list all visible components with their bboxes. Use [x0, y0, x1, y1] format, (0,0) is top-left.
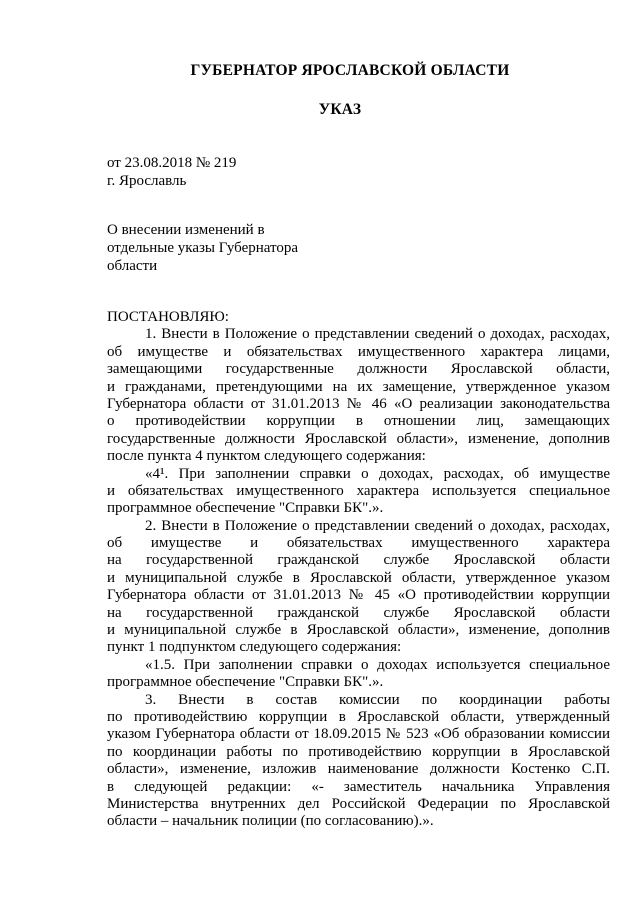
- subject-block: [107, 221, 298, 275]
- body-line: пункт 1 подпунктом следующего содержания:: [107, 639, 402, 656]
- subject-line: отдельные указы Губернатора: [107, 240, 299, 256]
- body-line: Министерства внутренних дел Российской Федерации по Ярославской: [107, 795, 610, 812]
- subject-line: О внесении изменений в: [107, 222, 265, 238]
- body-line: и муниципальной службе в Ярославской области», изменение, дополнив: [107, 622, 610, 639]
- body-line: и муниципальной службе в Ярославской области, утвержденное указом: [107, 569, 610, 586]
- subject-line: области: [107, 258, 158, 274]
- body-line: об имуществе и обязательствах имущественного характера: [107, 535, 610, 552]
- body-line: после пункта 4 пунктом следующего содержания:: [107, 448, 426, 465]
- body-line: «1.5. При заполнении справки о доходах используется специальное: [145, 656, 610, 673]
- body-line: и обязательствах имущественного характера используется специальное: [107, 482, 610, 499]
- body-line: на государственной гражданской службе Ярославской области: [107, 604, 610, 621]
- authority-title: ГУБЕРНАТОР ЯРОСЛАВСКОЙ ОБЛАСТИ: [190, 62, 510, 79]
- body-line: «4¹. При заполнении справки о доходах, расходах, об имуществе: [145, 465, 610, 482]
- body-line: Губернатора области от 31.01.2013 № 45 «О противодействии коррупции: [107, 587, 610, 604]
- body-line: программное обеспечение "Справки БК".».: [107, 500, 384, 517]
- body-line: 1. Внести в Положение о представлении сведений о доходах, расходах,: [145, 326, 610, 343]
- body-line: по противодействию коррупции в Ярославской области, утвержденный: [107, 708, 610, 725]
- decree-body: [107, 309, 610, 831]
- document-type: УКАЗ: [318, 101, 362, 118]
- body-line: на государственной гражданской службе Ярославской области: [107, 552, 610, 569]
- city: г. Ярославль: [107, 173, 187, 189]
- body-line: 3. Внести в состав комиссии по координации работы: [145, 691, 610, 708]
- decree-word: ПОСТАНОВЛЯЮ:: [107, 309, 229, 325]
- body-line: указом Губернатора области от 18.09.2015 № 523 «Об образовании комиссии: [107, 726, 610, 743]
- body-line: и гражданами, претендующими на их замещение, утвержденное указом: [107, 378, 610, 395]
- body-line: государственные должности Ярославской области», изменение, дополнив: [107, 430, 610, 447]
- body-line: Губернатора области от 31.01.2013 № 46 «О реализации законодательства: [107, 395, 610, 412]
- body-line: программное обеспечение "Справки БК".».: [107, 674, 384, 691]
- body-line: 2. Внести в Положение о представлении сведений о доходах, расходах,: [145, 517, 610, 534]
- date-number: от 23.08.2018 № 219: [107, 155, 237, 171]
- body-line: области – начальник полиции (по согласованию).».: [107, 813, 434, 830]
- body-line: замещающими государственные должности Ярославской области,: [107, 361, 610, 378]
- body-line: об имуществе и обязательствах имущественного характера лицами,: [107, 343, 610, 360]
- body-line: в следующей редакции: «- заместитель начальника Управления: [107, 778, 610, 795]
- body-line: о противодействии коррупции в отношении лиц, замещающих: [107, 413, 610, 430]
- body-line: области», изменение, изложив наименование должности Костенко С.П.: [107, 761, 610, 778]
- body-line: по координации работы по противодействию коррупции в Ярославской: [107, 743, 610, 760]
